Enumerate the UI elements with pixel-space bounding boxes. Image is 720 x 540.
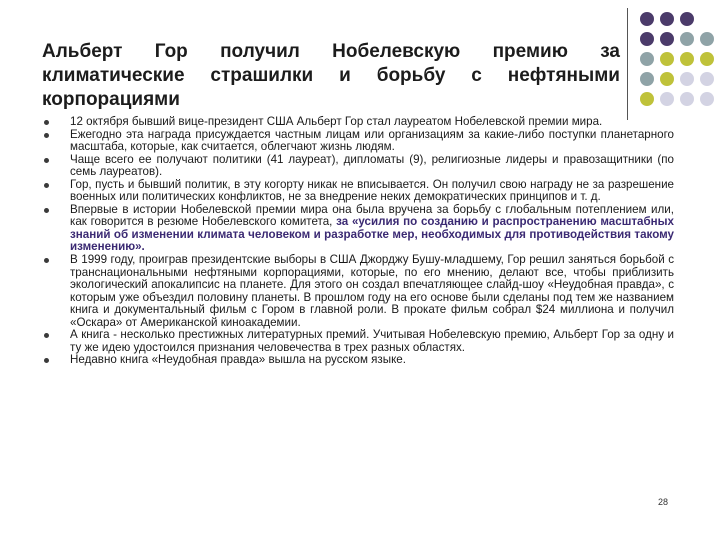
decorative-dot [700, 52, 714, 66]
slide-title-line: корпорациями [42, 89, 180, 110]
page-number: 28 [658, 497, 669, 507]
slide-title-line: Альберт Гор получил Нобелевскую премию за [42, 41, 620, 62]
bullet-dot-icon [44, 208, 49, 213]
slide-title [42, 40, 620, 112]
decorative-dot [680, 92, 694, 106]
list-item [44, 204, 674, 254]
list-item [44, 329, 674, 354]
decorative-dot [660, 32, 674, 46]
list-item-text: 12 октября бывший вице-президент США Альберт Гор стал лауреатом Нобелевской премии мира. [70, 115, 603, 128]
list-item-text: В 1999 году, проиграв президентские выборы в США Джорджу Бушу-младшему, Гор решил заняться борьбой с транснациональными нефтяными корпорациями, которые, по его мнению, делают все, чтобы приблизить экологический апокалипсис на планете. Для этого он создал впечатляющее слайд-шоу «Неудобная правда», с которым уже объездил половину планеты. В прошлом году на его основе были сделаны под тем же названием книга и документальный фильм с Гором в главной роли. В прокате фильм собрал $24 миллиона и получил «Оскара» от Американской киноакадемии. [70, 253, 674, 329]
decorative-dot [680, 72, 694, 86]
list-item-highlight: за «усилия по созданию и распространению масштабных знаний об изменении климата человеком и разработке мер, необходимых для противодействия такому изменению». [70, 215, 675, 254]
list-item [44, 129, 674, 154]
decorative-divider-line [627, 8, 628, 120]
decorative-dot [660, 72, 674, 86]
decorative-dot [660, 12, 674, 26]
decorative-dot [700, 92, 714, 106]
decorative-dot [640, 92, 654, 106]
slide-title-line: климатические страшилки и борьбу с нефтяными [42, 65, 620, 86]
decorative-dot [700, 72, 714, 86]
bullet-dot-icon [44, 183, 49, 188]
list-item [44, 179, 674, 204]
decorative-dot [640, 32, 654, 46]
bullet-dot-icon [44, 133, 49, 138]
decorative-dot [680, 32, 694, 46]
list-item-text: А книга - несколько престижных литературных премий. Учитывая Нобелевскую премию, Альберт Гор за одну и ту же идею удостоился признания человечества в трех разных областях. [70, 328, 674, 354]
list-item-text: Чаще всего ее получают политики (41 лауреат), дипломаты (9), религиозные лидеры и правозащитники (по семь лауреатов). [70, 152, 674, 179]
decorative-dot [680, 52, 694, 66]
list-item-text: Недавно книга «Неудобная правда» вышла на русском языке. [70, 353, 406, 367]
list-item [44, 254, 674, 329]
bullet-list [44, 116, 674, 367]
decorative-dot [640, 52, 654, 66]
decorative-dot [640, 72, 654, 86]
decorative-dot [660, 92, 674, 106]
bullet-dot-icon [44, 358, 49, 363]
bullet-dot-icon [44, 158, 49, 163]
bullet-dot-icon [44, 258, 49, 263]
decorative-dot [640, 12, 654, 26]
decorative-dot [680, 12, 694, 26]
decorative-dot [660, 52, 674, 66]
list-item [44, 154, 674, 179]
decorative-dot-grid [640, 12, 720, 117]
list-item-text: Впервые в истории Нобелевской премии мира она была вручена за борьбу с глобальным потеплением или, как говорится в резюме Нобелевского комитета, [70, 202, 674, 229]
decorative-dot [700, 32, 714, 46]
list-item-text: Гор, пусть и бывший политик, в эту когорту никак не вписывается. Он получил свою награду не за разрешение военных или политических конфликтов, не за внедрение неких демократических принципов и т. д. [70, 177, 674, 204]
list-item-text: Ежегодно эта награда присуждается частным лицам или организациям за какие-либо поступки планетарного масштаба, которые, как считается, облегчают жизнь людям. [70, 127, 674, 154]
list-item [44, 354, 674, 367]
bullet-dot-icon [44, 120, 49, 125]
bullet-dot-icon [44, 333, 49, 338]
